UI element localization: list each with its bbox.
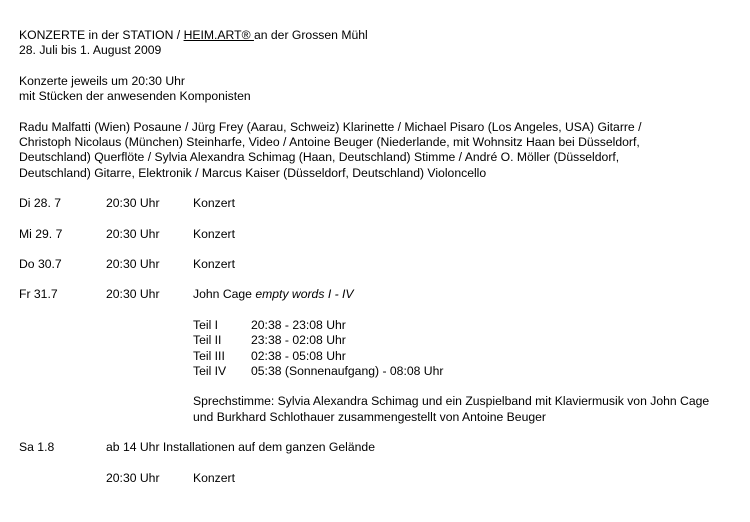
schedule-day: Mi 29. 7	[19, 226, 63, 241]
part-name: Teil IV	[193, 363, 227, 378]
saturday-time: 20:30 Uhr	[106, 470, 160, 485]
work-title: empty words I - IV	[255, 287, 354, 302]
page-content	[19, 28, 744, 486]
part-row	[19, 349, 744, 364]
part-time: 02:38 - 05:08 Uhr	[251, 348, 346, 363]
saturday-day: Sa 1.8	[19, 440, 55, 455]
schedule-row	[19, 196, 744, 211]
schedule-desc: Konzert	[193, 196, 236, 211]
schedule-row	[19, 287, 744, 302]
performers-line-4: Deutschland) Gitarre, Elektronik / Marcus Kaiser (Düsseldorf, Deutschland) Violoncello	[19, 165, 487, 180]
title-suffix: an der Grossen Mühl	[253, 28, 368, 42]
part-time: 20:38 - 23:08 Uhr	[251, 317, 346, 332]
intro-line-2: mit Stücken der anwesenden Komponisten	[19, 89, 251, 104]
page-title	[19, 28, 744, 43]
schedule-day: Di 28. 7	[19, 196, 62, 211]
schedule-desc: Konzert	[193, 257, 236, 272]
sprechstimme-line-2: und Burkhard Schlothauer zusammengestellt von Antoine Beuger	[193, 409, 546, 424]
composer-name: John Cage	[193, 287, 256, 302]
intro-line-1: Konzerte jeweils um 20:30 Uhr	[19, 73, 185, 88]
schedule-desc	[193, 287, 354, 302]
part-time: 05:38 (Sonnenaufgang) - 08:08 Uhr	[251, 363, 444, 378]
saturday-desc: Konzert	[193, 470, 236, 485]
schedule-time: 20:30 Uhr	[106, 257, 160, 272]
part-name: Teil II	[193, 333, 222, 348]
part-name: Teil III	[193, 348, 225, 363]
part-name: Teil I	[193, 317, 219, 332]
title-prefix: KONZERTE in der STATION /	[19, 28, 184, 42]
sprechstimme-line-1: Sprechstimme: Sylvia Alexandra Schimag und ein Zuspielband mit Klaviermusik von John Cage	[193, 394, 710, 409]
saturday-installations: ab 14 Uhr Installationen auf dem ganzen Gelände	[106, 440, 375, 455]
schedule-row	[19, 257, 744, 272]
part-row	[19, 318, 744, 333]
part-row	[19, 364, 744, 379]
schedule-day: Fr 31.7	[19, 287, 58, 302]
performers-line-3: Deutschland) Querflöte / Sylvia Alexandra Schimag (Haan, Deutschland) Stimme / André O. Möller (Düsseldorf,	[19, 150, 620, 165]
heimart-link[interactable]: HEIM.ART®	[183, 28, 254, 42]
schedule-time: 20:30 Uhr	[106, 287, 160, 302]
schedule-time: 20:30 Uhr	[106, 226, 160, 241]
performers-line-2: Christoph Nicolaus (München) Steinharfe, Video / Antoine Beuger (Niederlande, mit Wohnsitz Haan bei Düsseldorf,	[19, 135, 640, 150]
part-row	[19, 333, 744, 348]
saturday-concert-row	[19, 471, 744, 486]
schedule-row	[19, 227, 744, 242]
schedule-time: 20:30 Uhr	[106, 196, 160, 211]
schedule-desc: Konzert	[193, 226, 236, 241]
schedule-day: Do 30.7	[19, 257, 62, 272]
event-dates: 28. Juli bis 1. August 2009	[19, 43, 162, 58]
saturday-row	[19, 440, 744, 455]
part-time: 23:38 - 02:08 Uhr	[251, 333, 346, 348]
performers-line-1: Radu Malfatti (Wien) Posaune / Jürg Frey (Aarau, Schweiz) Klarinette / Michael Pisaro (Los Angeles, USA) Gitarre /	[19, 119, 642, 134]
